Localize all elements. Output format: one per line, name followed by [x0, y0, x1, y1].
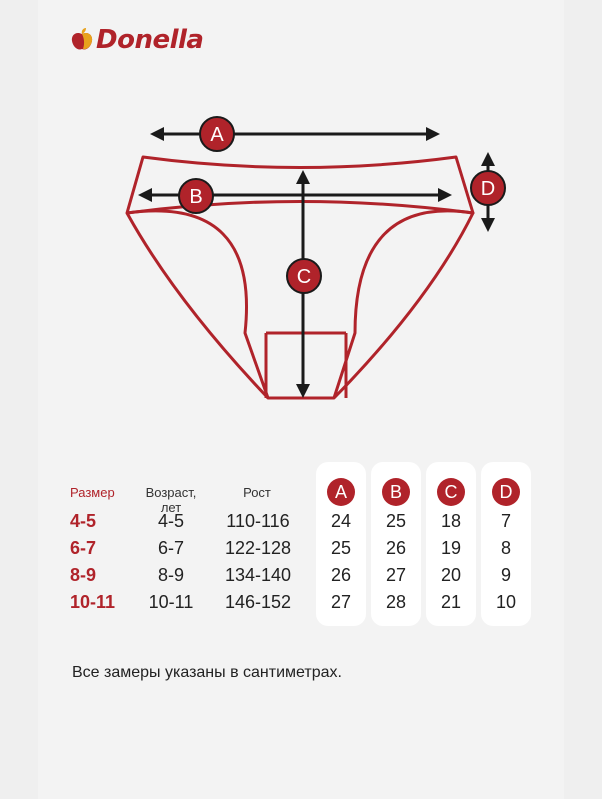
- header-height: Рост: [243, 485, 271, 500]
- column-card-d: [481, 462, 531, 626]
- badge-a: [200, 117, 234, 151]
- value-d: 8: [500, 538, 511, 558]
- row-age: 4-5: [157, 511, 184, 531]
- row-height: 110-116: [226, 511, 290, 531]
- badge-a-label: A: [210, 124, 224, 146]
- row-size: 6-7: [70, 538, 97, 558]
- column-badge-d: D: [492, 478, 520, 506]
- brand-name: Donella: [96, 25, 204, 55]
- row-size: 8-9: [70, 565, 97, 585]
- header-age-line1: Возраст,: [145, 485, 197, 500]
- value-a: 27: [330, 592, 352, 612]
- value-d: 9: [500, 565, 511, 585]
- value-b: 26: [385, 538, 407, 558]
- units-note: Все замеры указаны в сантиметрах.: [72, 664, 342, 681]
- value-a: 26: [330, 565, 352, 585]
- column-card-c: [426, 462, 476, 626]
- value-d: 7: [500, 511, 511, 531]
- arrow-a: [150, 127, 440, 141]
- column-badge-a: A: [327, 478, 355, 506]
- row-height: 122-128: [224, 538, 292, 558]
- value-c: 20: [440, 565, 462, 585]
- column-card-b: [371, 462, 421, 626]
- row-height: 146-152: [224, 592, 292, 612]
- badge-c-label: C: [296, 266, 312, 288]
- badge-d-label: D: [480, 178, 496, 200]
- value-d: 10: [495, 592, 517, 612]
- value-a: 24: [330, 511, 352, 531]
- row-height: 134-140: [224, 565, 292, 585]
- row-age: 10-11: [148, 592, 194, 612]
- value-b: 27: [385, 565, 407, 585]
- value-b: 28: [385, 592, 407, 612]
- badge-b: [179, 179, 213, 213]
- row-size: 10-11: [70, 592, 116, 612]
- value-c: 19: [440, 538, 462, 558]
- badge-b-label: B: [189, 186, 203, 208]
- value-b: 25: [385, 511, 407, 531]
- column-badge-b: B: [382, 478, 410, 506]
- header-age-line2: лет: [160, 500, 182, 515]
- value-a: 25: [330, 538, 352, 558]
- row-age: 6-7: [157, 538, 184, 558]
- badge-d: [471, 171, 505, 205]
- value-c: 21: [440, 592, 462, 612]
- column-badge-c: C: [437, 478, 465, 506]
- row-age: 8-9: [157, 565, 184, 585]
- badge-c: [287, 259, 321, 293]
- column-card-a: [316, 462, 366, 626]
- header-size: Размер: [70, 485, 115, 500]
- value-c: 18: [440, 511, 462, 531]
- row-size: 4-5: [70, 511, 97, 531]
